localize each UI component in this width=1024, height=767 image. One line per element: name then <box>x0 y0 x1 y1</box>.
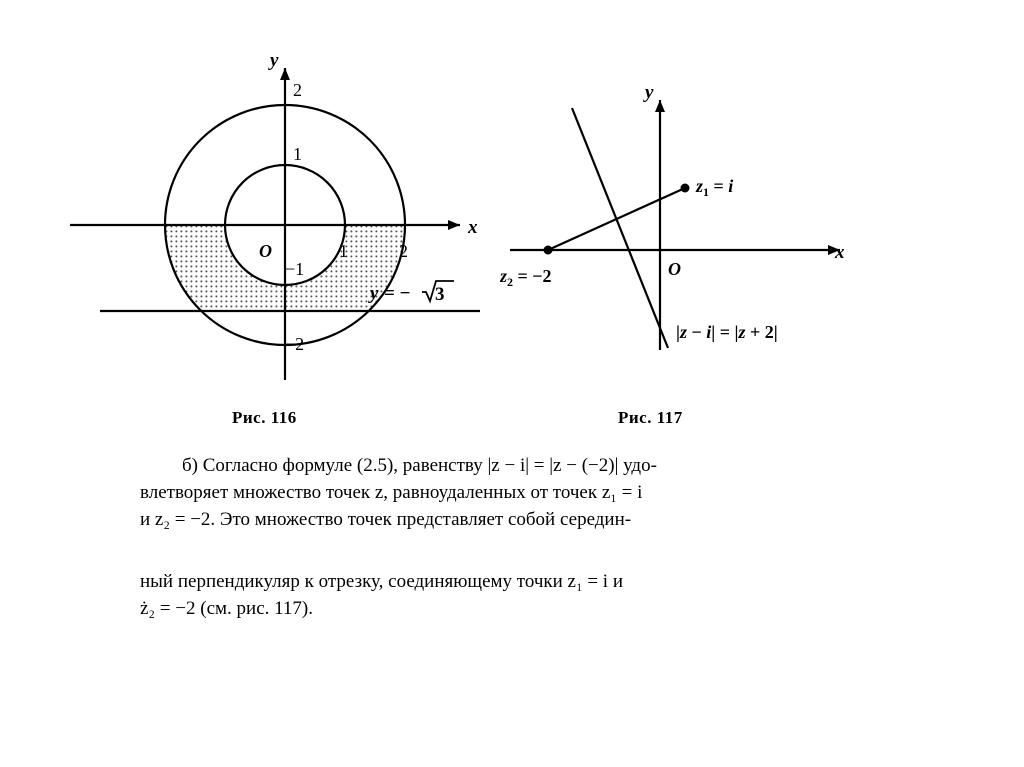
fig116-x-tick-2: 2 <box>399 241 408 261</box>
fig116-y-axis-label: y <box>270 50 279 71</box>
point-z2 <box>544 246 553 255</box>
figure-116-drawing <box>60 50 500 390</box>
paragraph-a-line-2: влетворяет множество точек z, равноудаленных от точек z₁ = i <box>140 482 643 503</box>
fig117-y-axis-arrow <box>655 100 665 112</box>
label-z2: $z_2 = -2$ <box>500 266 552 289</box>
paragraph-b <box>140 568 900 622</box>
label-equation: |z − i| = |z + 2| <box>676 322 778 342</box>
svg-text:= −: = − <box>384 283 411 304</box>
paragraph-a-line-3: и z₂ = −2. Это множество точек представляет собой середин- <box>140 509 632 530</box>
y-axis-arrow <box>280 68 290 80</box>
fig116-y-tick-minus-2: −2 <box>285 334 305 354</box>
paragraph-a <box>140 452 900 533</box>
paragraph-b-line-1: ный перпендикуляр к отрезку, соединяющему точки z₁ = i и <box>140 571 624 592</box>
fig117-x-axis-label: x <box>835 242 845 263</box>
svg-text:3: 3 <box>435 284 445 305</box>
fig116-x-axis-label: x <box>468 217 478 238</box>
svg-text:y: y <box>370 283 379 304</box>
fig117-origin-label: O <box>668 259 681 279</box>
fig116-y-tick-1: 1 <box>293 144 302 164</box>
x-axis-arrow <box>448 220 460 230</box>
figure-117 <box>500 60 900 380</box>
figure-116 <box>60 50 500 390</box>
fig116-y-tick-minus-1: −1 <box>285 259 305 279</box>
figure-117-drawing <box>500 60 900 380</box>
paragraph-b-line-2: ż₂ = −2 (см. рис. 117). <box>140 598 313 619</box>
fig116-origin-label: O <box>259 241 272 261</box>
perpendicular-bisector <box>572 108 668 348</box>
fig116-x-tick-1: 1 <box>339 241 348 261</box>
figure-117-caption: Рис. 117 <box>618 408 683 427</box>
paragraph-a-line-1: б) Согласно формуле (2.5), равенству |z − i| = |z − (−2)| удо- <box>182 455 657 476</box>
label-z1: $z_1 = i$ <box>696 176 734 199</box>
fig116-y-tick-2: 2 <box>293 80 302 100</box>
fig117-y-axis-label: y <box>645 82 654 103</box>
point-z1 <box>681 184 690 193</box>
figure-116-caption: Рис. 116 <box>232 408 297 427</box>
